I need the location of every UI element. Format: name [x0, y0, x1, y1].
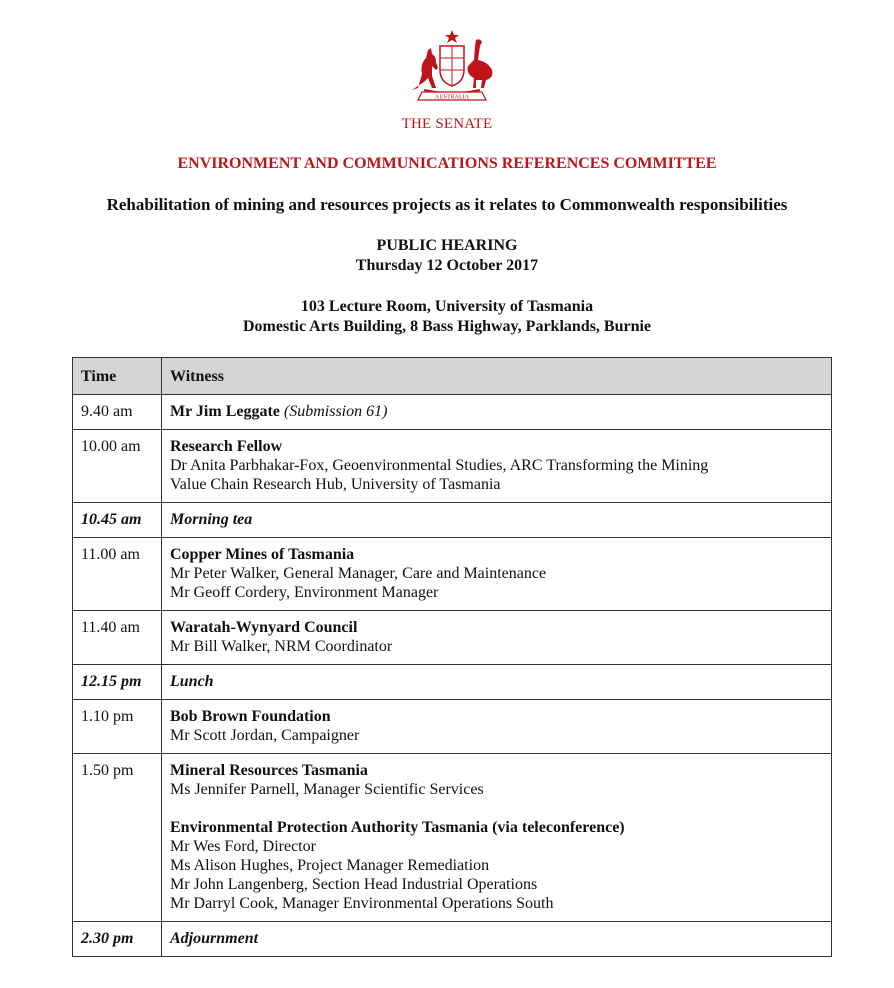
witness-cell: [162, 611, 832, 665]
hearing-schedule-table: [72, 357, 832, 957]
witness-org: Environmental Protection Authority Tasmania (via teleconference): [170, 819, 625, 836]
witness-org: Bob Brown Foundation: [170, 708, 331, 725]
break-label: Morning tea: [162, 503, 832, 538]
witness-column-header: Witness: [162, 358, 832, 395]
spacer: [170, 799, 823, 818]
venue-line-1: 103 Lecture Room, University of Tasmania: [300, 298, 594, 315]
break-label: Lunch: [162, 665, 832, 700]
witness-cell: [162, 754, 832, 922]
witness-cell: [162, 538, 832, 611]
table-row: [73, 430, 832, 503]
time-cell: 1.50 pm: [73, 754, 162, 922]
inquiry-title: Rehabilitation of mining and resources projects as it relates to Commonwealth responsibilities: [106, 195, 788, 214]
witness-cell: [162, 700, 832, 754]
witness-line: Mr Wes Ford, Director: [170, 838, 316, 855]
coat-of-arms-logo: [402, 30, 502, 106]
time-cell: 11.00 am: [73, 538, 162, 611]
witness-org: Copper Mines of Tasmania: [170, 546, 355, 563]
venue-info: [0, 297, 894, 337]
crest-scroll-text: AUSTRALIA: [435, 94, 469, 101]
witness-org: Waratah-Wynyard Council: [170, 619, 358, 636]
witness-line: Dr Anita Parbhakar-Fox, Geoenvironmental Studies, ARC Transforming the Mining: [170, 457, 709, 474]
break-label: Adjournment: [162, 922, 832, 957]
table-row: [73, 611, 832, 665]
witness-line: Mr Geoff Cordery, Environment Manager: [170, 584, 439, 601]
table-row: [73, 503, 832, 538]
time-cell: 1.10 pm: [73, 700, 162, 754]
witness-line: Mr Darryl Cook, Manager Environmental Operations South: [170, 895, 554, 912]
committee-name: ENVIRONMENT AND COMMUNICATIONS REFERENCES COMMITTEE: [177, 155, 717, 172]
table-row: [73, 665, 832, 700]
witness-org: Mineral Resources Tasmania: [170, 762, 368, 779]
venue-line-2: Domestic Arts Building, 8 Bass Highway, Parklands, Burnie: [242, 318, 652, 335]
witness-line: Mr John Langenberg, Section Head Industrial Operations: [170, 876, 538, 893]
witness-line: Value Chain Research Hub, University of Tasmania: [170, 476, 501, 493]
hearing-date: Thursday 12 October 2017: [355, 257, 539, 274]
time-cell: 11.40 am: [73, 611, 162, 665]
witness-line: Mr Peter Walker, General Manager, Care and Maintenance: [170, 565, 547, 582]
witness-org: Mr Jim Leggate: [170, 403, 280, 420]
time-cell: 2.30 pm: [73, 922, 162, 957]
hearing-info: [0, 236, 894, 276]
table-row: [73, 395, 832, 430]
submission-note: (Submission 61): [283, 403, 388, 420]
time-cell: 9.40 am: [73, 395, 162, 430]
senate-title: THE SENATE: [401, 116, 493, 132]
table-row: [73, 754, 832, 922]
time-cell: 12.15 pm: [73, 665, 162, 700]
table-row: [73, 700, 832, 754]
witness-org: Research Fellow: [170, 438, 283, 455]
time-cell: 10.45 am: [73, 503, 162, 538]
witness-line: Ms Alison Hughes, Project Manager Remediation: [170, 857, 490, 874]
witness-line: Mr Scott Jordan, Campaigner: [170, 727, 360, 744]
table-header-row: [73, 358, 832, 395]
time-column-header: Time: [73, 358, 162, 395]
witness-cell: [162, 395, 832, 430]
table-row: [73, 922, 832, 957]
table-row: [73, 538, 832, 611]
witness-line: Ms Jennifer Parnell, Manager Scientific Services: [170, 781, 484, 798]
witness-cell: [162, 430, 832, 503]
time-cell: 10.00 am: [73, 430, 162, 503]
witness-line: Mr Bill Walker, NRM Coordinator: [170, 638, 393, 655]
hearing-type: PUBLIC HEARING: [376, 237, 518, 254]
